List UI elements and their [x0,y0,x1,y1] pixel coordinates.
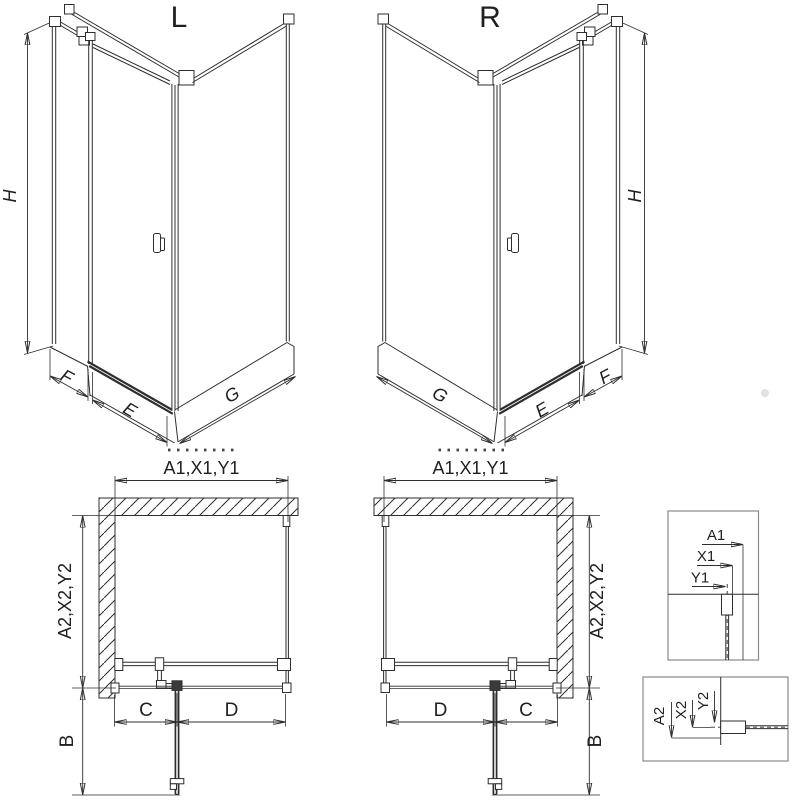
dim-label-side-wall-left: G [220,382,244,407]
dim-label-side-wall-right: G [428,382,452,407]
detail-label-y1: Y1 [690,569,710,587]
detail-label-y2: Y2 [695,691,712,711]
variant-label-right: R [479,1,501,34]
plan-view-right [374,476,600,795]
dim-label-door-swing-right: B [585,734,606,748]
dim-label-height-left: H [0,189,20,203]
dim-label-door-swing-left: B [57,734,78,748]
dim-label-fixed-width-left: C [139,700,153,721]
detail-box-top [668,511,759,660]
plan-view-left [72,476,298,795]
detail-label-x1: X1 [696,548,716,565]
dim-label-door-right: E [531,398,553,422]
dim-label-door-left: E [119,398,141,422]
variant-label-left: L [170,1,188,34]
dim-label-depth-left: A2,X2,Y2 [55,562,75,640]
dim-label-entry-width-right: D [433,700,448,721]
dim-label-side-panel-left: F [57,365,77,389]
dim-label-width-top-left: A1,X1,Y1 [163,458,240,478]
detail-label-x2: X2 [673,700,690,720]
dim-label-entry-width-left: D [224,700,239,721]
dim-label-fixed-width-right: C [519,700,533,721]
detail-box-bottom [643,677,788,761]
dim-label-depth-right: A2,X2,Y2 [587,562,607,640]
detail-label-a1: A1 [706,527,726,544]
detail-label-a2: A2 [651,706,668,726]
watermark-dot [761,389,769,397]
dim-label-width-top-right: A1,X1,Y1 [432,458,509,478]
dim-label-height-right: H [625,189,645,203]
dim-label-side-panel-right: F [595,365,615,389]
